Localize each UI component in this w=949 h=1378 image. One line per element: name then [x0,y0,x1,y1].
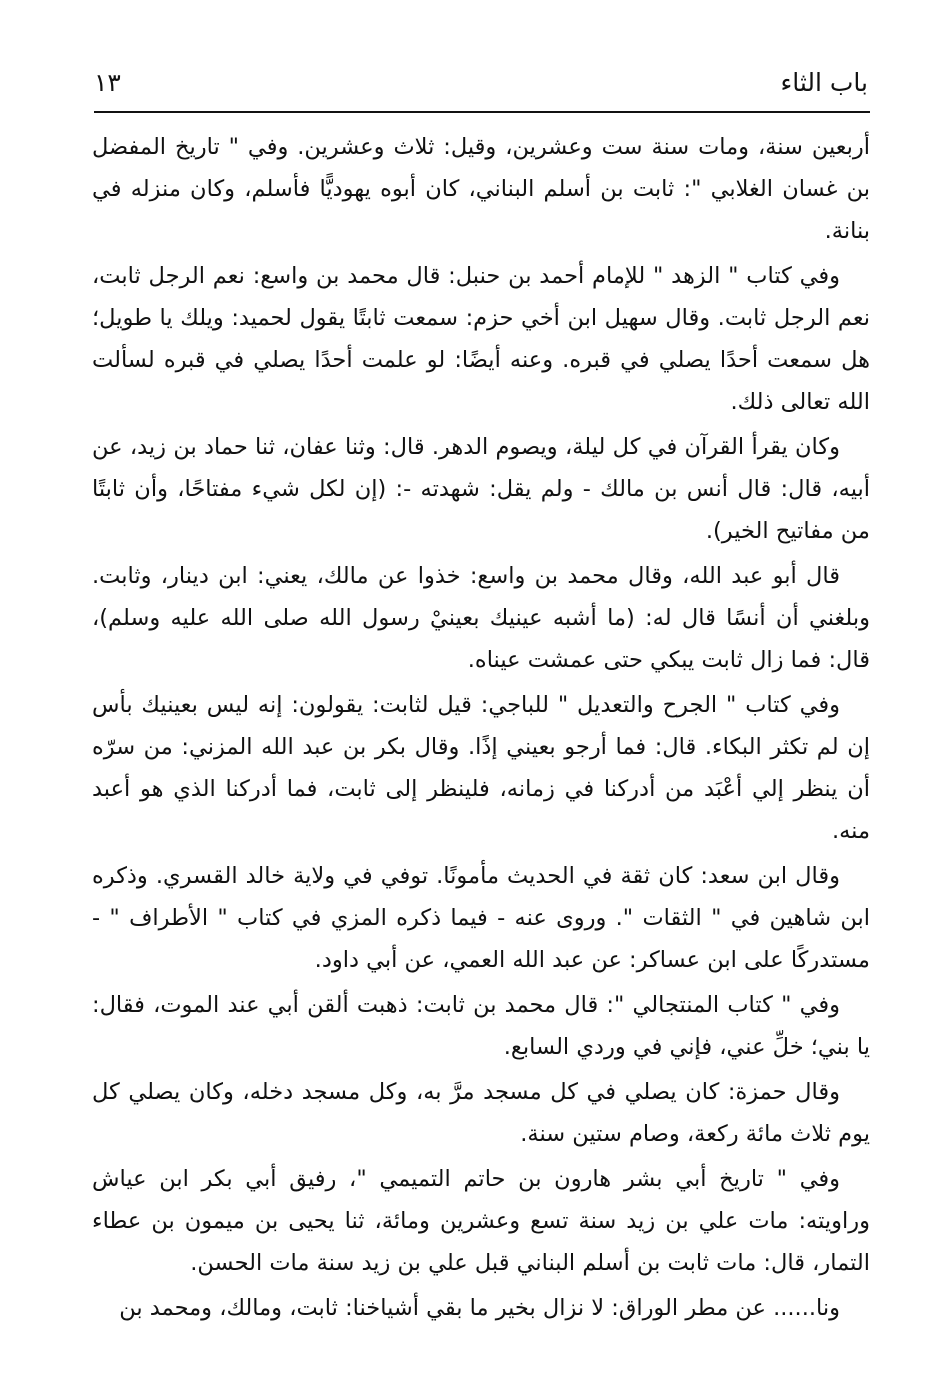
paragraph: ونا...... عن مطر الوراق: لا نزال بخير ما بقي أشياخنا: ثابت، ومالك، ومحمد بن [119,1295,840,1321]
page-header [94,58,868,106]
paragraph: وكان يقرأ القرآن في كل ليلة، ويصوم الدهر. قال: وثنا عفان، ثنا حماد بن زيد، عن أبيه، قال: قال أنس بن مالك - ولم يقل: شهدته -: (إن لكل شيء مفتاحًا، وأن ثابتًا من مفاتيح الخير). [92,434,870,544]
page-number: ١٣ [94,68,121,97]
paragraph: وفي " كتاب المنتجالي ": قال محمد بن ثابت: ذهبت ألقن أبي عند الموت، فقال: يا بني؛ خلِّ عني، فإني في وردي السابع. [92,992,870,1060]
paragraph: قال أبو عبد الله، وقال محمد بن واسع: خذوا عن مالك، يعني: ابن دينار، وثابت. وبلغني أن أنسًا قال له: (ما أشبه عينيك بعينيْ رسول الله صلى الله عليه وسلم)، قال: فما زال ثابت يبكي حتى عمشت عيناه. [92,563,870,673]
paragraph: وقال ابن سعد: كان ثقة في الحديث مأمونًا. توفي في ولاية خالد القسري. وذكره ابن شاهين في " الثقات ". وروى عنه - فيما ذكره المزي في كتاب " الأطراف " - مستدركًا على ابن عساكر: عن عبد الله العمي، عن أبي داود. [92,863,870,973]
header-rule [94,111,870,113]
paragraph: أربعين سنة، ومات سنة ست وعشرين، وقيل: ثلاث وعشرين. وفي " تاريخ المفضل بن غسان الغلابي ": ثابت بن أسلم البناني، كان أبوه يهوديًّا فأسلم، وكان منزله في بنانة. [92,134,870,244]
paragraph: وقال حمزة: كان يصلي في كل مسجد مرَّ به، وكل مسجد دخله، وكان يصلي كل يوم ثلاث مائة ركعة، وصام ستين سنة. [92,1079,870,1147]
paragraph: وفي كتاب " الجرح والتعديل " للباجي: قيل لثابت: يقولون: إنه ليس بعينيك بأس إن لم تكثر البكاء. قال: فما أرجو بعيني إذًا. وقال بكر بن عبد الله المزني: من سرّه أن ينظر إلي أعْبَد من أدركنا في زمانه، فلينظر إلى ثابت، فما أدركنا الذي هو أعبد منه. [92,692,870,844]
chapter-title: باب الثاء [780,68,868,97]
paragraph: وفي " تاريخ أبي بشر هارون بن حاتم التميمي "، رفيق أبي بكر ابن عياش وراويته: مات علي بن زيد سنة تسع وعشرين ومائة، ثنا يحيى بن ميمون بن عطاء التمار، قال: مات ثابت بن أسلم البناني قبل علي بن زيد سنة مات الحسن. [92,1166,870,1276]
paragraph: وفي كتاب " الزهد " للإمام أحمد بن حنبل: قال محمد بن واسع: نعم الرجل ثابت، نعم الرجل ثابت. وقال سهيل ابن أخي حزم: سمعت ثابتًا يقول لحميد: ويلك يا طويل؛ هل سمعت أحدًا يصلي في قبره. وعنه أيضًا: لو علمت أحدًا يصلي في قبره لسألت الله تعالى ذلك. [92,263,870,415]
body-text [92,126,870,1332]
